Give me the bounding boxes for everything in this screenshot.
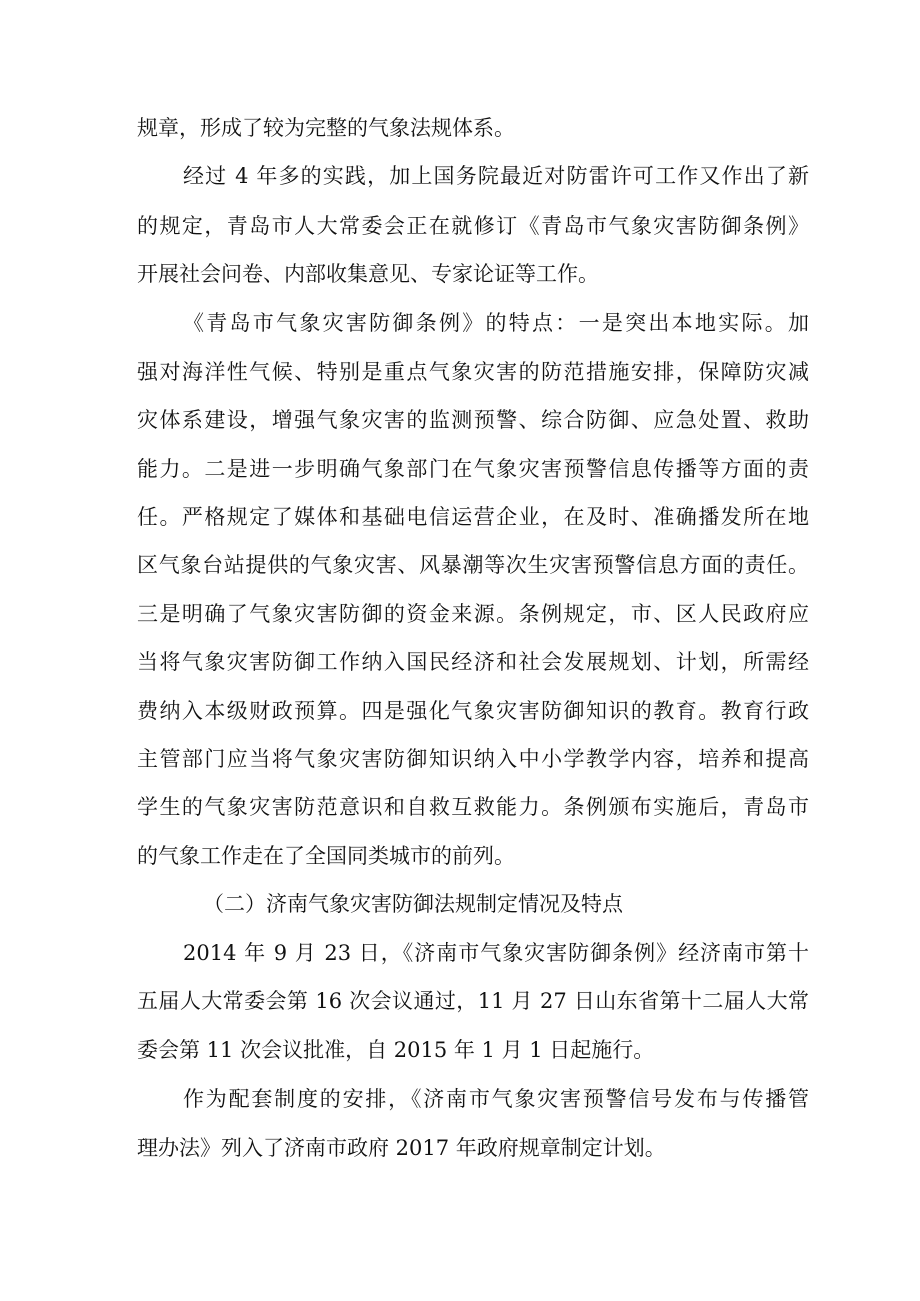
paragraph-3-line-6: 区气象台站提供的气象灾害、风暴潮等次生灾害预警信息方面的责任。 [137,553,809,577]
paragraph-3-line-4: 能力。二是进一步明确气象部门在气象灾害预警信息传播等方面的责 [137,457,809,481]
paragraph-3-line-5: 任。严格规定了媒体和基础电信运营企业，在及时、准确播发所在地 [137,505,809,529]
paragraph-2-line-2: 的规定，青岛市人大常委会正在就修订《青岛市气象灾害防御条例》 [137,214,809,238]
paragraph-3-line-2: 强对海洋性气候、特别是重点气象灾害的防范措施安排，保障防灾减 [137,360,809,384]
paragraph-3-line-9: 费纳入本级财政预算。四是强化气象灾害防御知识的教育。教育行政 [137,699,809,723]
paragraph-3-line-8: 当将气象灾害防御工作纳入国民经济和社会发展规划、计划，所需经 [137,650,809,674]
paragraph-4-line-2: 五届人大常委会第 16 次会议通过，11 月 27 日山东省第十二届人大常 [137,989,809,1013]
paragraph-2-line-1: 经过 4 年多的实践，加上国务院最近对防雷许可工作又作出了新 [183,164,809,188]
paragraph-5-line-1: 作为配套制度的安排，《济南市气象灾害预警信号发布与传播管 [183,1087,809,1111]
paragraph-3-line-1: 《青岛市气象灾害防御条例》的特点：一是突出本地实际。加 [183,311,809,335]
paragraph-1-line-1: 规章，形成了较为完整的气象法规体系。 [137,116,515,140]
section-heading: （二）济南气象灾害防御法规制定情况及特点 [203,892,623,916]
paragraph-3-line-10: 主管部门应当将气象灾害防御知识纳入中小学教学内容，培养和提高 [137,747,809,771]
paragraph-4-line-3: 委会第 11 次会议批准，自 2015 年 1 月 1 日起施行。 [137,1038,655,1062]
paragraph-3-line-3: 灾体系建设，增强气象灾害的监测预警、综合防御、应急处置、救助 [137,408,809,432]
paragraph-3-line-11: 学生的气象灾害防范意识和自救互救能力。条例颁布实施后，青岛市 [137,795,809,819]
paragraph-2-line-3: 开展社会问卷、内部收集意见、专家论证等工作。 [137,262,599,286]
paragraph-3-line-7: 三是明确了气象灾害防御的资金来源。条例规定，市、区人民政府应 [137,602,809,626]
paragraph-5-line-2: 理办法》列入了济南市政府 2017 年政府规章制定计划。 [137,1136,666,1160]
paragraph-4-line-1: 2014 年 9 月 23 日，《济南市气象灾害防御条例》经济南市第十 [183,941,809,965]
paragraph-3-line-12: 的气象工作走在了全国同类城市的前列。 [137,844,515,868]
